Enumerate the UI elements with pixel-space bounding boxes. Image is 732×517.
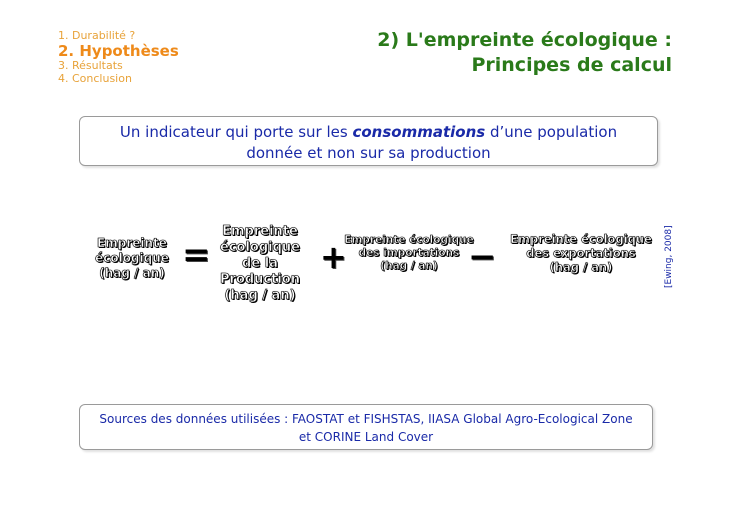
term-line: des exportations [526, 246, 636, 260]
term-line: de la [242, 256, 278, 271]
equation-term-imports [342, 234, 476, 273]
outline-item-durabilite: 1. Durabilité ? [58, 29, 136, 42]
term-line: (hag / an) [549, 260, 613, 274]
minus-operator: − [468, 237, 497, 277]
plus-operator: + [320, 238, 347, 276]
outline-nav [58, 30, 179, 85]
equation-term-footprint [84, 236, 180, 281]
indicator-text-before: Un indicateur qui porte sur les [119, 123, 353, 141]
outline-item-conclusion: 4. Conclusion [58, 71, 132, 85]
indicator-emphasis: consommations [352, 123, 486, 141]
equals-operator: = [182, 235, 211, 275]
term-line: écologique [220, 240, 300, 255]
term-line: des importations [358, 247, 460, 259]
equation-term-exports [506, 232, 656, 274]
term-line: Empreinte [222, 224, 298, 239]
sources-box [79, 404, 653, 450]
term-line: Empreinte [97, 236, 167, 250]
term-line: (hag / an) [380, 260, 438, 272]
sources-line1: Sources des données utilisées : FAOSTAT et FISHSTAS, IIASA Global Agro-Ecological Zone [99, 412, 633, 426]
outline-item-hypotheses: 2. Hypothèses [58, 41, 179, 60]
sources-line2: et CORINE Land Cover [298, 430, 434, 444]
term-line: Production [220, 272, 300, 287]
citation: [Ewing, 2008] [664, 225, 674, 289]
slide-title-line2: Principes de calcul [471, 53, 672, 76]
term-line: Empreinte écologique [510, 232, 652, 246]
indicator-text-after: d’une population [485, 123, 618, 141]
equation-term-production [212, 224, 308, 304]
indicator-line2: donnée et non sur sa production [246, 144, 491, 162]
outline-item-resultats: 3. Résultats [58, 58, 123, 72]
term-line: (hag / an) [99, 266, 165, 280]
term-line: Empreinte écologique [344, 234, 474, 246]
indicator-line1 [80, 122, 657, 143]
slide-title-line1: 2) L'empreinte écologique : [377, 29, 672, 51]
term-line: écologique [95, 251, 169, 265]
indicator-box [79, 116, 658, 166]
term-line: (hag / an) [224, 288, 296, 303]
slide-title [377, 28, 672, 77]
